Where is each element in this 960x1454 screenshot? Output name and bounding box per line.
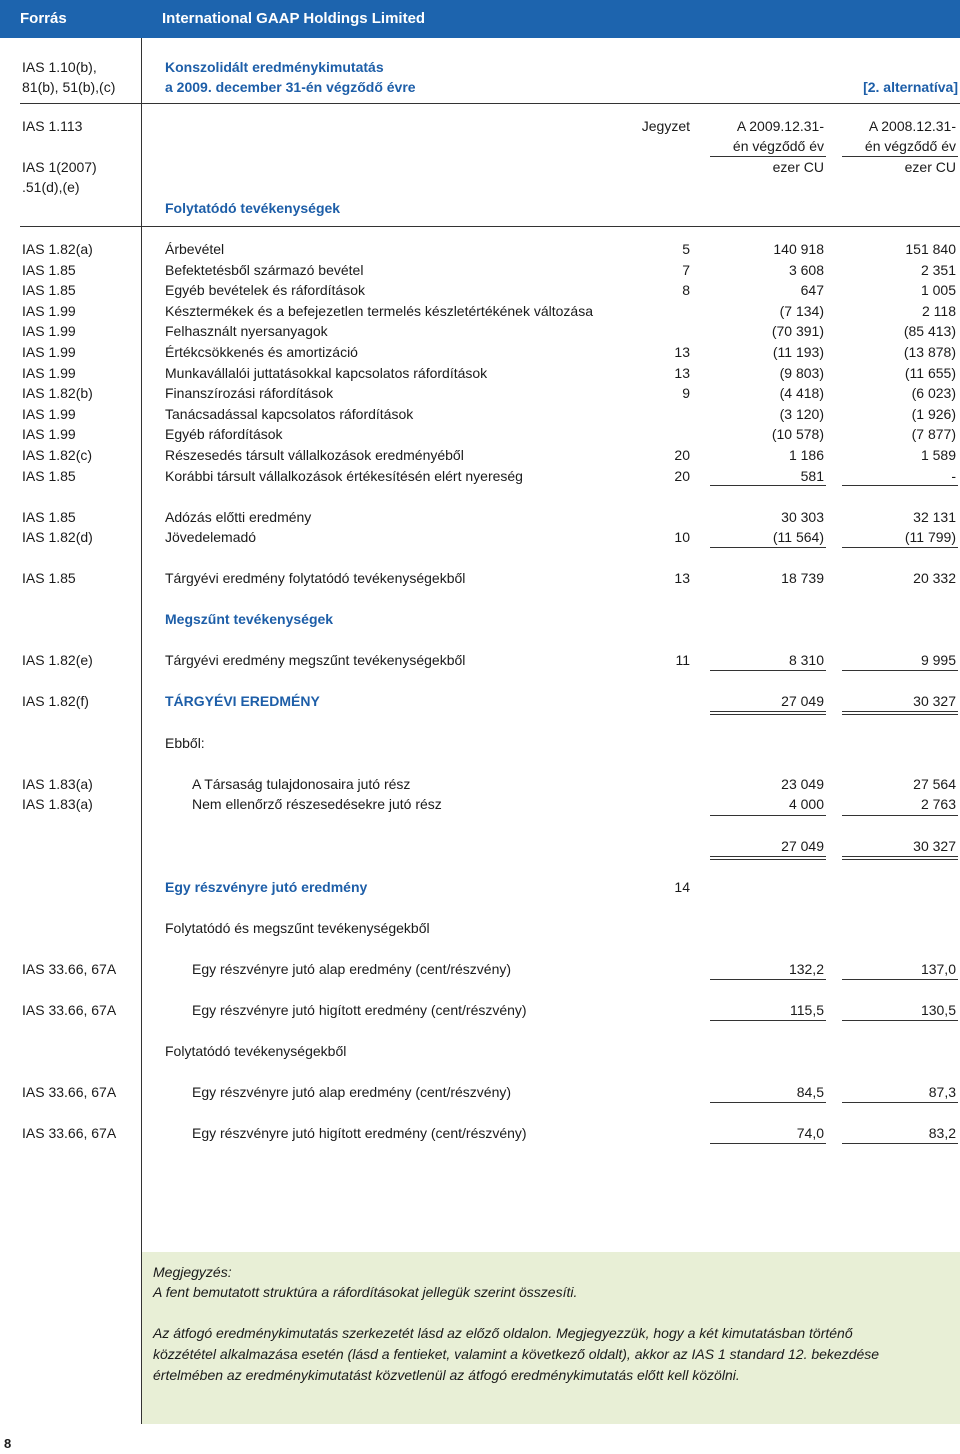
row-value-2008: (1 926) [911, 406, 956, 422]
row-label: Késztermékek és a befejezetlen termelés készletértékének változása [165, 303, 593, 319]
row-value-2009: 1 186 [788, 447, 824, 463]
total-result-source: IAS 1.82(f) [22, 693, 89, 709]
row-label: Felhasznált nyersanyagok [165, 323, 328, 339]
header-source-3: .51(d),(e) [22, 179, 80, 195]
row-source: IAS 1.99 [22, 344, 76, 360]
row-label: Egyéb ráfordítások [165, 426, 283, 442]
subtotal-underline-2009 [710, 485, 826, 486]
row-label: Részesedés társult vállalkozások eredményéből [165, 447, 464, 463]
eps-basic-continuing-underline-2009 [710, 1102, 826, 1103]
sum-underline-2008 [842, 856, 958, 857]
discontinued-operations-title: Megszűnt tevékenységek [165, 611, 334, 627]
row-label: Korábbi társult vállalkozások értékesítésén elért nyereség [165, 468, 523, 484]
discontinued-underline-2009 [710, 670, 826, 671]
eps-basic-continuing-source: IAS 33.66, 67A [22, 1084, 117, 1100]
title-source-1: IAS 1.10(b), [22, 59, 97, 75]
note-box [142, 1252, 960, 1424]
nci-share-source: IAS 1.83(a) [22, 796, 93, 812]
column-note-header: Jegyzet [641, 118, 690, 134]
eps-basic-total-2008: 137,0 [920, 961, 956, 977]
column-2009-header-2: én végződő év [732, 138, 824, 154]
page-header [0, 0, 960, 38]
row-note: 13 [674, 365, 690, 381]
eps-basic-total-source: IAS 33.66, 67A [22, 961, 117, 977]
owners-share-label: A Társaság tulajdonosaira jutó rész [192, 776, 411, 792]
owners-share-2008: 27 564 [913, 776, 956, 792]
column-2009-unit: ezer CU [772, 159, 824, 175]
row-value-2008: (13 878) [903, 344, 956, 360]
header-source-label: Forrás [20, 10, 67, 27]
header-divider [20, 226, 960, 227]
eps-subtitle-continuing: Folytatódó tevékenységekből [165, 1043, 347, 1059]
eps-title: Egy részvényre jutó eredmény [165, 879, 368, 895]
tax-2008: (11 799) [904, 529, 956, 545]
note-line-3: közzététel alkalmazása esetén (lásd a fentieket, valamint a következő oldalt), akkor az IAS 1 standard 12. bekezdése [153, 1346, 880, 1362]
total-result-label: TÁRGYÉVI EREDMÉNY [165, 693, 320, 709]
row-source: IAS 1.99 [22, 303, 76, 319]
row-value-2009: (70 391) [771, 323, 824, 339]
sum-2008: 30 327 [913, 838, 956, 854]
sum-2009: 27 049 [781, 838, 824, 854]
row-value-2009: (7 134) [779, 303, 824, 319]
row-value-2009: (9 803) [779, 365, 824, 381]
continuing-result-note: 13 [674, 570, 690, 586]
column-2009-header-underline [710, 156, 826, 157]
header-company-name: International GAAP Holdings Limited [162, 10, 426, 27]
row-note: 20 [674, 447, 690, 463]
row-value-2008: - [951, 468, 956, 484]
total-underline-2008 [842, 711, 958, 712]
row-note: 5 [682, 241, 690, 257]
total-result-2008: 30 327 [913, 693, 956, 709]
column-2008-header-1: A 2008.12.31- [868, 118, 956, 134]
row-value-2008: (11 655) [904, 365, 956, 381]
row-source: IAS 1.82(a) [22, 241, 93, 257]
row-value-2009: 581 [800, 468, 824, 484]
eps-basic-continuing-2008: 87,3 [928, 1084, 956, 1100]
tax-underline-2008 [842, 547, 958, 548]
nci-underline-2008 [842, 815, 958, 816]
owners-share-source: IAS 1.83(a) [22, 776, 93, 792]
eps-diluted-continuing-underline-2009 [710, 1143, 826, 1144]
row-source: IAS 1.99 [22, 406, 76, 422]
row-source: IAS 1.85 [22, 468, 76, 484]
row-value-2008: 151 840 [905, 241, 956, 257]
row-value-2008: 1 589 [920, 447, 956, 463]
continuing-result-2009: 18 739 [781, 570, 824, 586]
row-note: 8 [682, 282, 690, 298]
note-title: Megjegyzés: [153, 1264, 232, 1280]
alternative-label: [2. alternatíva] [863, 79, 958, 95]
column-2009-header-1: A 2009.12.31- [736, 118, 824, 134]
eps-diluted-total-underline-2009 [710, 1020, 826, 1021]
eps-basic-total-2009: 132,2 [788, 961, 824, 977]
discontinued-result-label: Tárgyévi eredmény megszűnt tevékenységekből [165, 652, 466, 668]
eps-diluted-continuing-2009: 74,0 [796, 1125, 824, 1141]
total-double-underline-2008 [842, 714, 958, 715]
discontinued-result-2009: 8 310 [788, 652, 824, 668]
row-note: 13 [674, 344, 690, 360]
note-line-4: értelmében az eredménykimutatást közvetlenül az átfogó eredménykimutatás előtt kell közölni. [153, 1367, 740, 1383]
tax-underline-2009 [710, 547, 826, 548]
row-value-2009: 647 [800, 282, 824, 298]
total-result-2009: 27 049 [781, 693, 824, 709]
eps-basic-total-underline-2008 [842, 979, 958, 980]
statement-title: Konszolidált eredménykimutatás [165, 59, 384, 75]
row-label: Befektetésből származó bevétel [165, 262, 364, 278]
row-source: IAS 1.99 [22, 365, 76, 381]
continuing-operations-title: Folytatódó tevékenységek [165, 200, 341, 216]
discontinued-underline-2008 [842, 670, 958, 671]
eps-diluted-total-source: IAS 33.66, 67A [22, 1002, 117, 1018]
column-divider [141, 38, 142, 1424]
eps-diluted-total-underline-2008 [842, 1020, 958, 1021]
row-value-2008: (6 023) [911, 385, 956, 401]
header-source-1: IAS 1.113 [22, 118, 83, 134]
row-source: IAS 1.85 [22, 282, 76, 298]
row-label: Egyéb bevételek és ráfordítások [165, 282, 366, 298]
tax-source: IAS 1.82(d) [22, 529, 93, 545]
of-which-label: Ebből: [165, 735, 205, 751]
eps-diluted-continuing-2008: 83,2 [928, 1125, 956, 1141]
row-source: IAS 1.99 [22, 323, 76, 339]
column-2008-header-underline [842, 156, 958, 157]
eps-basic-continuing-underline-2008 [842, 1102, 958, 1103]
row-source: IAS 1.82(c) [22, 447, 93, 463]
total-double-underline-2009 [710, 714, 826, 715]
statement-period: a 2009. december 31-én végződő évre [165, 79, 416, 95]
eps-diluted-continuing-label: Egy részvényre jutó higított eredmény (cent/részvény) [192, 1125, 527, 1141]
row-note: 7 [682, 262, 690, 278]
row-value-2009: 3 608 [788, 262, 824, 278]
row-source: IAS 1.99 [22, 426, 76, 442]
continuing-result-2008: 20 332 [913, 570, 956, 586]
eps-diluted-continuing-source: IAS 33.66, 67A [22, 1125, 117, 1141]
row-label: Árbevétel [165, 241, 225, 257]
subtotal-underline-2008 [842, 485, 958, 486]
tax-label: Jövedelemadó [165, 529, 257, 545]
eps-subtitle-total: Folytatódó és megszűnt tevékenységekből [165, 920, 430, 936]
nci-underline-2009 [710, 815, 826, 816]
eps-note: 14 [674, 879, 690, 895]
row-label: Tanácsadással kapcsolatos ráfordítások [165, 406, 414, 422]
continuing-result-label: Tárgyévi eredmény folytatódó tevékenységekből [165, 570, 466, 586]
row-value-2008: 1 005 [920, 282, 956, 298]
note-line-1: A fent bemutatott struktúra a ráfordításokat jellegük szerint összesíti. [153, 1284, 578, 1300]
page-number: 8 [4, 1436, 12, 1451]
note-line-2: Az átfogó eredménykimutatás szerkezetét lásd az előző oldalon. Megjegyezzük, hogy a két kimutatásban történő [153, 1325, 853, 1341]
column-2008-header-2: én végződő év [864, 138, 956, 154]
row-value-2008: (85 413) [903, 323, 956, 339]
row-label: Értékcsökkenés és amortizáció [165, 344, 358, 360]
row-value-2009: (4 418) [779, 385, 824, 401]
eps-diluted-total-label: Egy részvényre jutó higított eredmény (cent/részvény) [192, 1002, 527, 1018]
nci-share-label: Nem ellenőrző részesedésekre jutó rész [192, 796, 442, 812]
title-source-2: 81(b), 51(b),(c) [22, 79, 116, 95]
header-source-2: IAS 1(2007) [22, 159, 97, 175]
row-note: 20 [674, 468, 690, 484]
row-value-2009: 140 918 [773, 241, 824, 257]
row-source: IAS 1.85 [22, 262, 76, 278]
tax-note: 10 [674, 529, 690, 545]
continuing-result-source: IAS 1.85 [22, 570, 76, 586]
tax-2009: (11 564) [772, 529, 824, 545]
total-underline-2009 [710, 711, 826, 712]
discontinued-result-source: IAS 1.82(e) [22, 652, 93, 668]
eps-basic-continuing-label: Egy részvényre jutó alap eredmény (cent/részvény) [192, 1084, 512, 1100]
row-note: 9 [682, 385, 690, 401]
row-value-2009: (3 120) [779, 406, 824, 422]
row-value-2009: (11 193) [772, 344, 824, 360]
owners-share-2009: 23 049 [781, 776, 824, 792]
pretax-2008: 32 131 [913, 509, 956, 525]
pretax-source: IAS 1.85 [22, 509, 76, 525]
eps-diluted-continuing-underline-2008 [842, 1143, 958, 1144]
eps-basic-total-label: Egy részvényre jutó alap eredmény (cent/részvény) [192, 961, 512, 977]
sum-double-underline-2009 [710, 859, 826, 860]
discontinued-result-note: 11 [675, 652, 690, 668]
pretax-2009: 30 303 [781, 509, 824, 525]
row-source: IAS 1.82(b) [22, 385, 93, 401]
nci-share-2009: 4 000 [788, 796, 824, 812]
sum-double-underline-2008 [842, 859, 958, 860]
column-2008-unit: ezer CU [904, 159, 956, 175]
title-divider [20, 103, 960, 104]
eps-basic-continuing-2009: 84,5 [796, 1084, 824, 1100]
pretax-label: Adózás előtti eredmény [165, 509, 312, 525]
eps-diluted-total-2008: 130,5 [920, 1002, 956, 1018]
row-value-2009: (10 578) [771, 426, 824, 442]
row-value-2008: 2 118 [922, 303, 956, 319]
row-label: Munkavállalói juttatásokkal kapcsolatos ráfordítások [165, 365, 488, 381]
row-value-2008: 2 351 [920, 262, 956, 278]
eps-basic-total-underline-2009 [710, 979, 826, 980]
eps-diluted-total-2009: 115,5 [790, 1002, 824, 1018]
nci-share-2008: 2 763 [920, 796, 956, 812]
row-label: Finanszírozási ráfordítások [165, 385, 334, 401]
discontinued-result-2008: 9 995 [920, 652, 956, 668]
row-value-2008: (7 877) [911, 426, 956, 442]
sum-underline-2009 [710, 856, 826, 857]
